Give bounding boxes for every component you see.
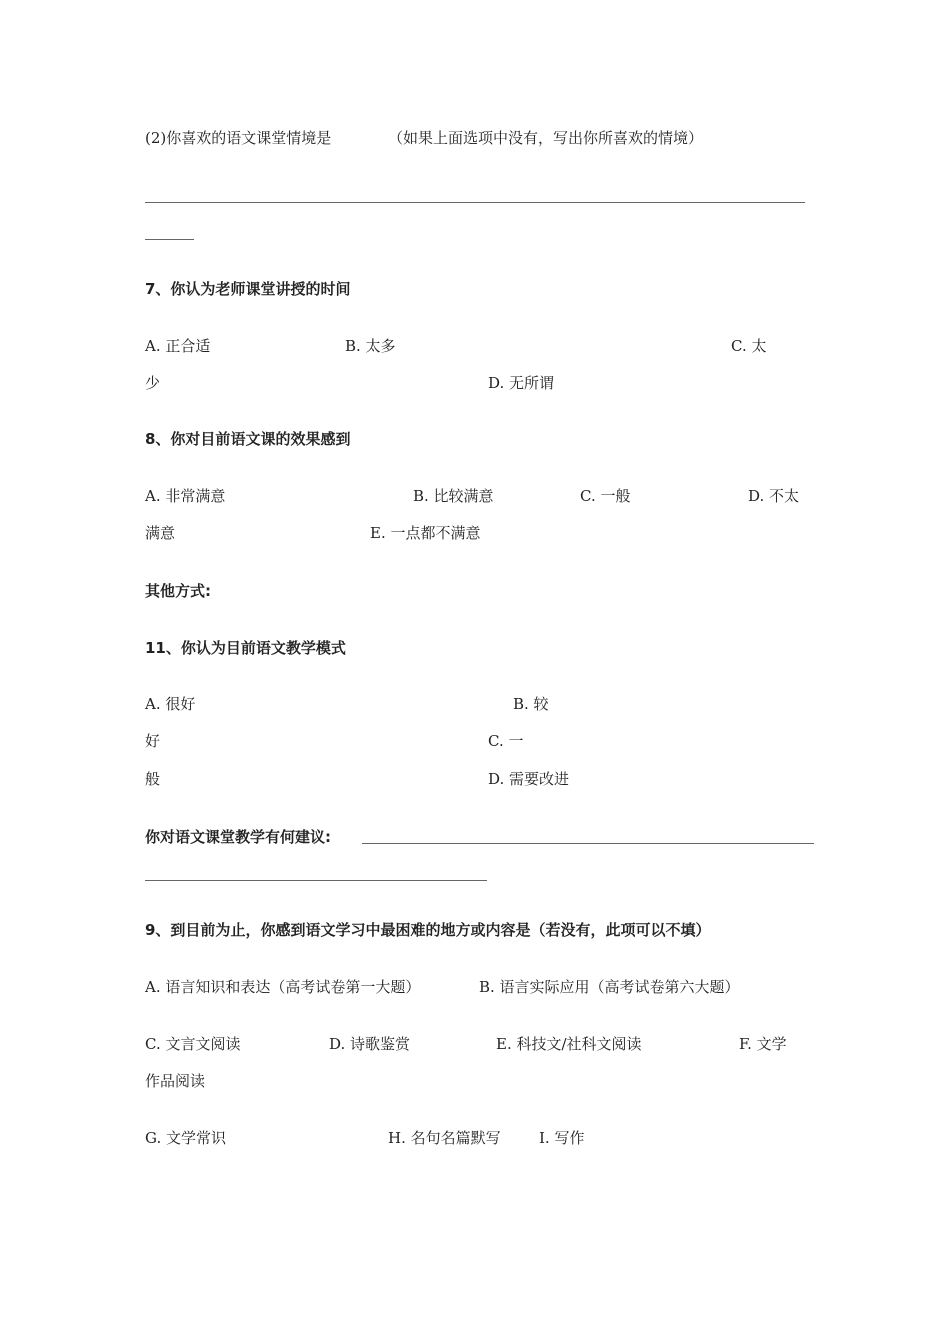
q7-option-c-part1[interactable]: C. 太: [731, 337, 767, 355]
answer-line-2[interactable]: [145, 239, 194, 240]
q9-option-b[interactable]: B. 语言实际应用（高考试卷第六大题）: [479, 978, 740, 996]
q11-option-a[interactable]: A. 很好: [145, 695, 196, 713]
q8-option-e[interactable]: E. 一点都不满意: [370, 524, 481, 542]
suggestion-label: 你对语文课堂教学有何建议:: [145, 828, 331, 846]
other-methods-label: 其他方式:: [145, 582, 211, 600]
q9-option-g[interactable]: G. 文学常识: [145, 1129, 226, 1147]
q11-option-d[interactable]: D. 需要改进: [488, 770, 570, 788]
q7-title: 7、你认为老师课堂讲授的时间: [145, 280, 351, 298]
q8-option-d-part2[interactable]: 满意: [145, 524, 176, 542]
q11-option-c-part1[interactable]: C. 一: [488, 732, 524, 750]
q6-2-prompt: (2)你喜欢的语文课堂情境是: [145, 129, 332, 147]
q11-option-b-part2[interactable]: 好: [145, 732, 161, 750]
q11-option-c-part2[interactable]: 般: [145, 770, 161, 788]
q8-title: 8、你对目前语文课的效果感到: [145, 430, 351, 448]
suggestion-line-2[interactable]: [145, 880, 487, 881]
q11-option-b-part1[interactable]: B. 较: [513, 695, 549, 713]
q11-title: 11、你认为目前语文教学模式: [145, 639, 346, 657]
answer-line-1[interactable]: [145, 202, 805, 203]
q7-option-a[interactable]: A. 正合适: [145, 337, 211, 355]
suggestion-line-1[interactable]: [362, 843, 814, 844]
q7-option-c-part2[interactable]: 少: [145, 374, 161, 392]
q6-2-hint: （如果上面选项中没有，写出你所喜欢的情境）: [388, 129, 704, 147]
q9-option-h[interactable]: H. 名句名篇默写: [388, 1129, 501, 1147]
q7-option-d[interactable]: D. 无所谓: [488, 374, 555, 392]
q9-option-e[interactable]: E. 科技文/社科文阅读: [496, 1035, 642, 1053]
q9-option-c[interactable]: C. 文言文阅读: [145, 1035, 241, 1053]
q8-option-c[interactable]: C. 一般: [580, 487, 631, 505]
q9-option-i[interactable]: I. 写作: [539, 1129, 585, 1147]
q9-option-a[interactable]: A. 语言知识和表达（高考试卷第一大题）: [145, 978, 421, 996]
q9-title: 9、到目前为止，你感到语文学习中最困难的地方或内容是（若没有，此项可以不填）: [145, 921, 711, 939]
q8-option-d-part1[interactable]: D. 不太: [748, 487, 800, 505]
q9-option-d[interactable]: D. 诗歌鉴赏: [329, 1035, 411, 1053]
q8-option-b[interactable]: B. 比较满意: [413, 487, 494, 505]
q8-option-a[interactable]: A. 非常满意: [145, 487, 226, 505]
q7-option-b[interactable]: B. 太多: [345, 337, 396, 355]
q9-option-f-part1[interactable]: F. 文学: [739, 1035, 787, 1053]
q9-option-f-part2[interactable]: 作品阅读: [145, 1072, 206, 1090]
